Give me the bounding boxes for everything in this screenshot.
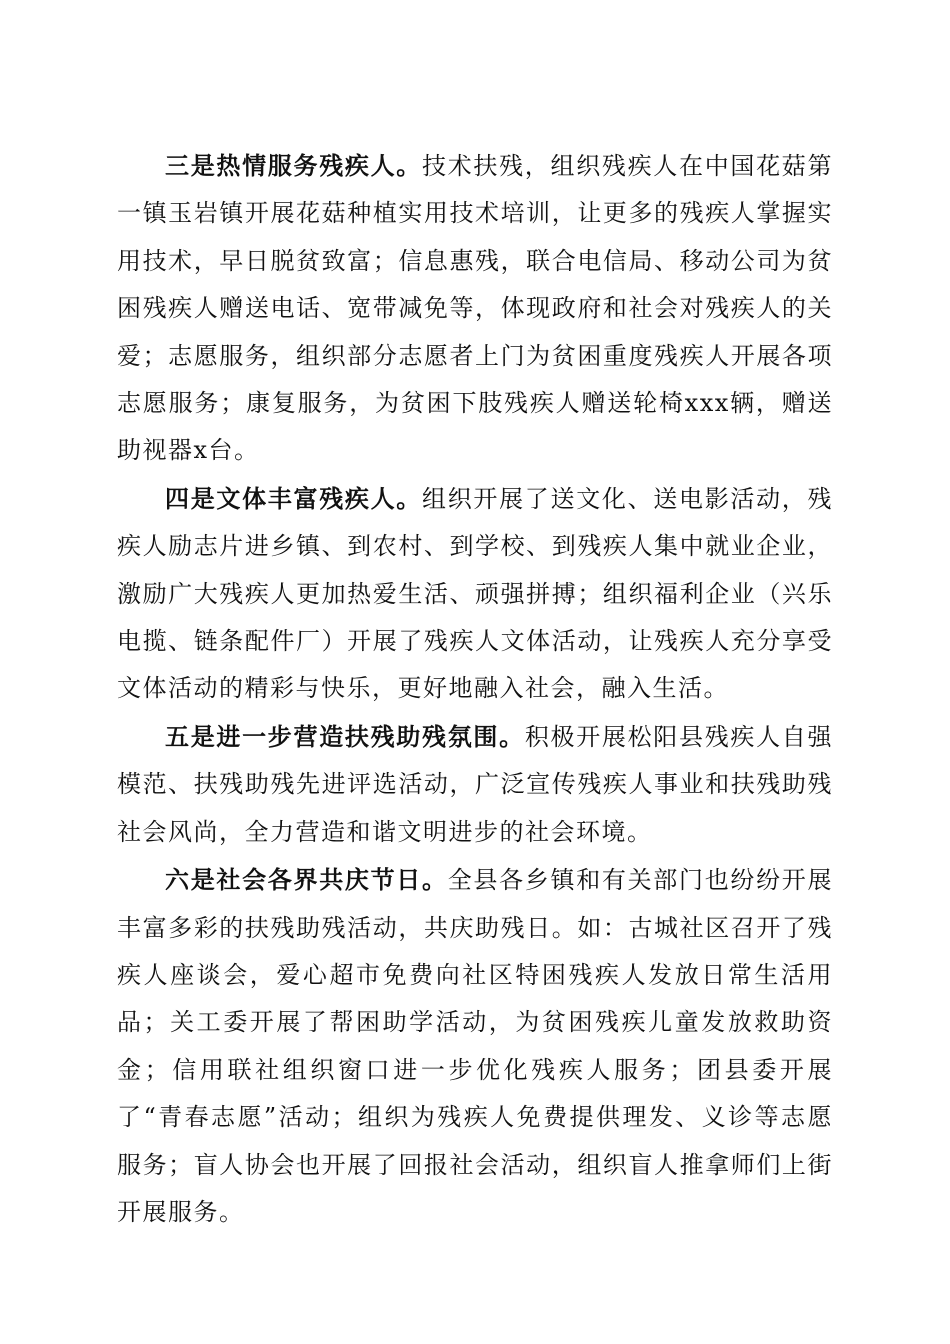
- paragraph-service: [117, 142, 833, 475]
- paragraph-service-text: 技术扶残，组织残疾人在中国花菇第一镇玉岩镇开展花菇种植实用技术培训，让更多的残疾人掌握实用技术，早日脱贫致富；信息惠残，联合电信局、移动公司为贫困残疾人赠送电话、宽带减免等，体现政府和社会对残疾人的关爱；志愿服务，组织部分志愿者上门为贫困重度残疾人开展各项志愿服务；康复服务，为贫困下肢残疾人赠送轮椅xxx辆，赠送助视器x台。: [117, 152, 833, 465]
- paragraph-service-heading: 三是热情服务残疾人。: [165, 151, 422, 180]
- paragraph-celebration: [117, 856, 833, 1236]
- paragraph-atmosphere-heading: 五是进一步营造扶残助残氛围。: [165, 721, 525, 751]
- paragraph-culture-sports: [117, 475, 833, 713]
- paragraph-celebration-text: 全县各乡镇和有关部门也纷纷开展丰富多彩的扶残助残活动，共庆助残日。如：古城社区召开了残疾人座谈会，爱心超市免费向社区特困残疾人发放日常生活用品；关工委开展了帮困助学活动，为贫困残疾儿童发放救助资金；信用联社组织窗口进一步优化残疾人服务；团县委开展了“青春志愿”活动；组织为残疾人免费提供理发、义诊等志愿服务；盲人协会也开展了回报社会活动，组织盲人推拿师们上街开展服务。: [117, 866, 834, 1226]
- paragraph-celebration-heading: 六是社会各界共庆节日。: [165, 865, 448, 895]
- paragraph-atmosphere-text: 积极开展松阳县残疾人自强模范、扶残助残先进评选活动，广泛宣传残疾人事业和扶残助残社会风尚，全力营造和谐文明进步的社会环境。: [117, 722, 834, 846]
- paragraph-culture-sports-text: 组织开展了送文化、送电影活动，残疾人励志片进乡镇、到农村、到学校、到残疾人集中就业企业，激励广大残疾人更加热爱生活、顽强拼搏；组织福利企业（兴乐电揽、链条配件厂）开展了残疾人文体活动，让残疾人充分享受文体活动的精彩与快乐，更好地融入社会，融入生活。: [117, 484, 833, 703]
- paragraph-culture-sports-heading: 四是文体丰富残疾人。: [165, 483, 422, 513]
- document-body: [117, 142, 833, 1236]
- paragraph-atmosphere: [117, 713, 833, 856]
